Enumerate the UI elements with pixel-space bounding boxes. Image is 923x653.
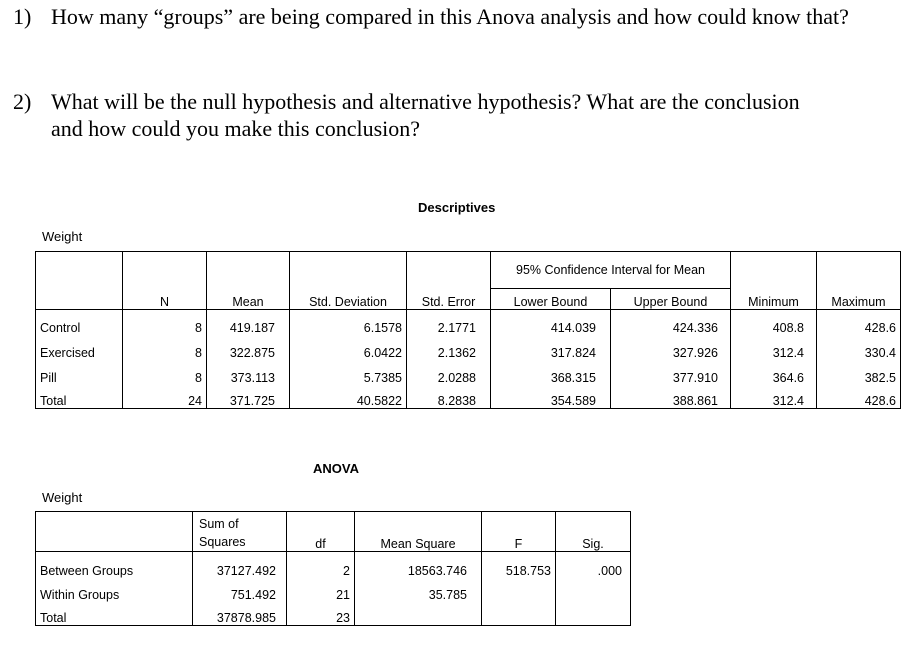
descriptives-table — [35, 251, 901, 409]
desc-cell: 419.187 — [207, 310, 290, 335]
desc-corner-bottom — [36, 289, 123, 310]
desc-cell: 6.1578 — [290, 310, 407, 335]
anova-row-label: Between Groups — [36, 552, 193, 578]
anova-row-label: Total — [36, 602, 193, 626]
desc-cell: 312.4 — [731, 335, 817, 360]
descriptives-title: Descriptives — [418, 200, 496, 215]
anova-corner — [36, 512, 193, 552]
anova-header-df: df — [287, 512, 355, 552]
desc-cell: 8 — [123, 360, 207, 385]
anova-cell — [556, 578, 631, 602]
desc-cell: 322.875 — [207, 335, 290, 360]
question-1-number: 1) — [13, 4, 32, 29]
anova-cell: 751.492 — [193, 578, 287, 602]
desc-cell: 24 — [123, 385, 207, 409]
desc-header-mean: Mean — [207, 289, 290, 310]
question-1 — [13, 3, 873, 59]
desc-cell: 424.336 — [611, 310, 731, 335]
desc-header-minimum: Minimum — [731, 289, 817, 310]
desc-row-label: Total — [36, 385, 123, 409]
anova-header-sig: Sig. — [556, 512, 631, 552]
anova-cell: 21 — [287, 578, 355, 602]
desc-cell: 414.039 — [491, 310, 611, 335]
anova-title: ANOVA — [313, 461, 359, 476]
anova-header-sum-of-squares: Sum of Squares — [193, 512, 287, 552]
anova-cell — [355, 602, 482, 626]
anova-cell: .000 — [556, 552, 631, 578]
desc-cell: 312.4 — [731, 385, 817, 409]
desc-cell: 368.315 — [491, 360, 611, 385]
anova-cell: 35.785 — [355, 578, 482, 602]
anova-variable-label: Weight — [42, 490, 83, 505]
desc-corner-top — [36, 252, 123, 289]
table-row — [36, 310, 901, 335]
table-row — [36, 552, 631, 578]
table-row — [36, 578, 631, 602]
desc-cell: 2.1362 — [407, 335, 491, 360]
desc-cell: 327.926 — [611, 335, 731, 360]
desc-cell: 373.113 — [207, 360, 290, 385]
desc-row-label: Exercised — [36, 335, 123, 360]
desc-cell: 377.910 — [611, 360, 731, 385]
question-2-number: 2) — [13, 89, 32, 114]
table-row — [36, 335, 901, 360]
desc-header-upper-bound: Upper Bound — [611, 289, 731, 310]
anova-cell — [482, 602, 556, 626]
desc-cell: 408.8 — [731, 310, 817, 335]
desc-cell: 2.1771 — [407, 310, 491, 335]
anova-cell — [482, 578, 556, 602]
descriptives-variable-label: Weight — [42, 229, 83, 244]
anova-cell: 37127.492 — [193, 552, 287, 578]
question-2 — [13, 88, 873, 144]
desc-cell: 8 — [123, 310, 207, 335]
desc-header-n: N — [123, 289, 207, 310]
desc-cell: 40.5822 — [290, 385, 407, 409]
desc-row-label: Pill — [36, 360, 123, 385]
table-row — [36, 385, 901, 409]
anova-cell: 23 — [287, 602, 355, 626]
desc-header-std-error: Std. Error — [407, 289, 491, 310]
desc-cell: 371.725 — [207, 385, 290, 409]
desc-cell: 364.6 — [731, 360, 817, 385]
desc-ci-header: 95% Confidence Interval for Mean — [491, 252, 731, 289]
desc-cell: 5.7385 — [290, 360, 407, 385]
table-row — [36, 360, 901, 385]
desc-header-lower-bound: Lower Bound — [491, 289, 611, 310]
desc-cell: 428.6 — [817, 385, 901, 409]
question-1-text: How many “groups” are being compared in this Anova analysis and how could know that? — [51, 4, 849, 29]
desc-cell: 354.589 — [491, 385, 611, 409]
desc-cell: 388.861 — [611, 385, 731, 409]
desc-row-label: Control — [36, 310, 123, 335]
desc-cell: 330.4 — [817, 335, 901, 360]
anova-table — [35, 511, 631, 626]
anova-cell: 2 — [287, 552, 355, 578]
anova-header-f: F — [482, 512, 556, 552]
anova-cell: 18563.746 — [355, 552, 482, 578]
desc-cell: 428.6 — [817, 310, 901, 335]
desc-cell: 8 — [123, 335, 207, 360]
anova-cell: 518.753 — [482, 552, 556, 578]
desc-header-maximum: Maximum — [817, 289, 901, 310]
desc-header-std-deviation: Std. Deviation — [290, 289, 407, 310]
anova-row-label: Within Groups — [36, 578, 193, 602]
question-2-text: What will be the null hypothesis and alternative hypothesis? What are the conclusion and how could you make this conclusion? — [51, 89, 800, 141]
anova-cell — [556, 602, 631, 626]
desc-cell: 8.2838 — [407, 385, 491, 409]
desc-cell: 317.824 — [491, 335, 611, 360]
desc-cell: 2.0288 — [407, 360, 491, 385]
anova-header-mean-square: Mean Square — [355, 512, 482, 552]
desc-cell: 6.0422 — [290, 335, 407, 360]
table-row — [36, 602, 631, 626]
desc-cell: 382.5 — [817, 360, 901, 385]
anova-cell: 37878.985 — [193, 602, 287, 626]
